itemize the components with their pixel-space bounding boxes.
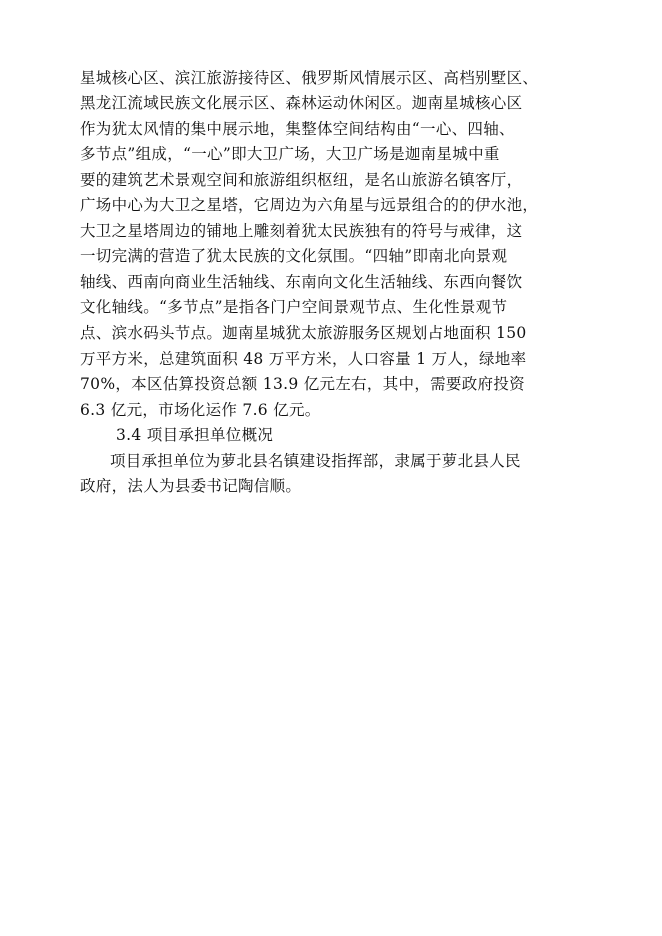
body-line: 轴线、西南向商业生活轴线、东南向文化生活轴线、东西向餐饮 [80,273,523,291]
body-line: 黑龙江流域民族文化展示区、森林运动休闲区。迦南星城核心区 [80,94,523,112]
body-line: 作为犹太风情的集中展示地，集整体空间结构由“一心、四轴、 [80,120,515,138]
body-line: 文化轴线。“多节点”是指各门户空间景观节点、生化性景观节 [80,298,508,316]
body-line: 要的建筑艺术景观空间和旅游组织枢纽，是名山旅游名镇客厅， [80,171,523,189]
body-line: 项目承担单位为萝北县名镇建设指挥部，隶属于萝北县人民 [110,452,521,470]
section-heading: 3.4 项目承担单位概况 [116,426,274,444]
body-line: 广场中心为大卫之星塔，它周边为六角星与远景组合的的伊水池， [80,196,539,214]
body-line: 大卫之星塔周边的铺地上雕刻着犹太民族独有的符号与戒律，这 [80,222,523,240]
body-line: 星城核心区、滨江旅游接待区、俄罗斯风情展示区、高档别墅区、 [80,69,539,87]
body-line: 一切完满的营造了犹太民族的文化氛围。“四轴”即南北向景观 [80,247,508,265]
body-line: 6.3 亿元，市场化运作 7.6 亿元。 [80,401,321,419]
body-line: 万平方米，总建筑面积 48 万平方米，人口容量 1 万人，绿地率 [80,350,527,368]
body-line: 政府，法人为县委书记陶信顺。 [80,477,302,495]
body-line: 多节点”组成，“一心”即大卫广场，大卫广场是迦南星城中重 [80,145,500,163]
body-line: 点、滨水码头节点。迦南星城犹太旅游服务区规划占地面积 150 [80,324,527,342]
body-line: 70%，本区估算投资总额 13.9 亿元左右，其中，需要政府投资 [80,375,525,393]
